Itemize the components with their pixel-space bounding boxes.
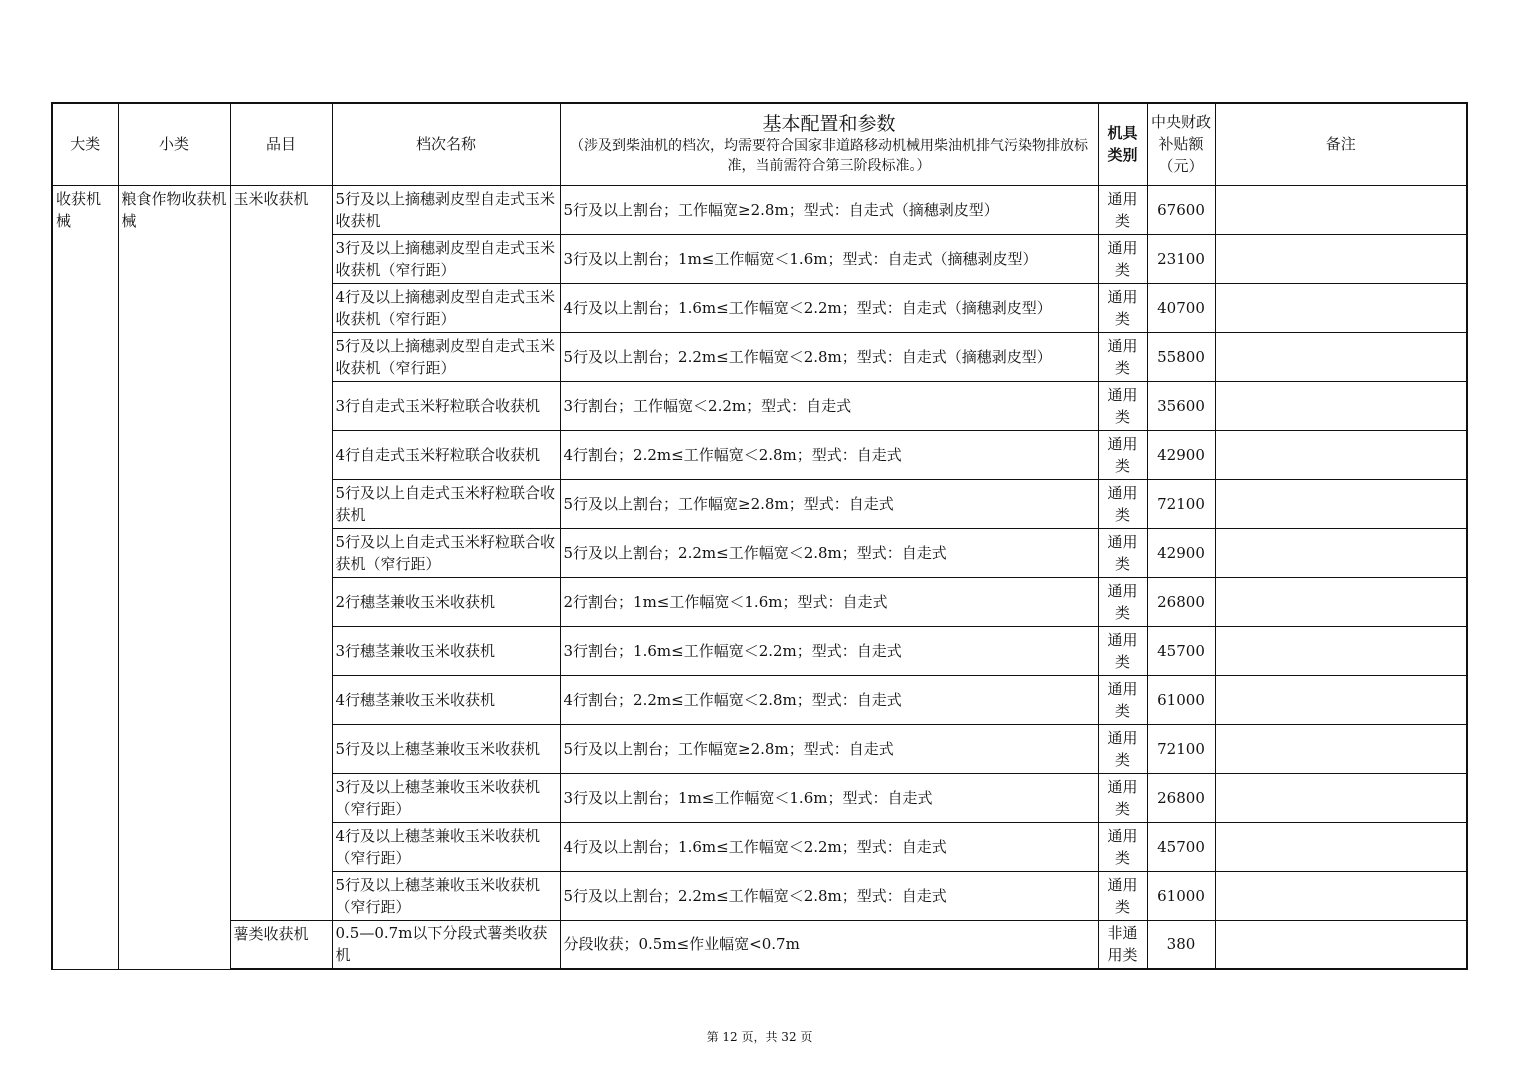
remarks-cell [1215, 528, 1467, 577]
remarks-cell [1215, 234, 1467, 283]
spec-cell: 4行及以上割台；1.6m≤工作幅宽＜2.2m；型式：自走式（摘穗剥皮型） [560, 283, 1098, 332]
grade-name-cell: 5行及以上自走式玉米籽粒联合收获机 [332, 479, 560, 528]
spec-cell: 3行及以上割台；1m≤工作幅宽＜1.6m；型式：自走式（摘穗剥皮型） [560, 234, 1098, 283]
header-minor-category: 小类 [118, 103, 230, 185]
page-footer: 第 12 页，共 32 页 [706, 1030, 813, 1044]
remarks-cell [1215, 577, 1467, 626]
spec-cell: 5行及以上割台；2.2m≤工作幅宽＜2.8m；型式：自走式（摘穗剥皮型） [560, 332, 1098, 381]
subsidy-amount-cell: 26800 [1147, 773, 1215, 822]
header-subsidy-amount: 中央财政补贴额（元） [1147, 103, 1215, 185]
remarks-cell [1215, 773, 1467, 822]
grade-name-cell: 5行及以上摘穗剥皮型自走式玉米收获机（窄行距） [332, 332, 560, 381]
subsidy-amount-cell: 61000 [1147, 675, 1215, 724]
subsidy-amount-cell: 40700 [1147, 283, 1215, 332]
spec-cell: 5行及以上割台；2.2m≤工作幅宽＜2.8m；型式：自走式 [560, 528, 1098, 577]
header-item: 品目 [230, 103, 332, 185]
spec-cell: 3行割台；工作幅宽＜2.2m；型式：自走式 [560, 381, 1098, 430]
remarks-cell [1215, 626, 1467, 675]
minor-category-cell: 粮食作物收获机械 [118, 185, 230, 969]
machine-type-cell: 通用类 [1098, 430, 1147, 479]
remarks-cell [1215, 332, 1467, 381]
machine-type-cell: 通用类 [1098, 528, 1147, 577]
remarks-cell [1215, 283, 1467, 332]
grade-name-cell: 0.5—0.7m以下分段式薯类收获机 [332, 920, 560, 969]
header-remarks: 备注 [1215, 103, 1467, 185]
header-row [52, 103, 1467, 185]
remarks-cell [1215, 675, 1467, 724]
header-machine-type: 机具类别 [1098, 103, 1147, 185]
spec-cell: 4行及以上割台；1.6m≤工作幅宽＜2.2m；型式：自走式 [560, 822, 1098, 871]
machine-type-cell: 通用类 [1098, 381, 1147, 430]
subsidy-amount-cell: 55800 [1147, 332, 1215, 381]
subsidy-amount-cell: 35600 [1147, 381, 1215, 430]
subsidy-amount-cell: 23100 [1147, 234, 1215, 283]
machine-type-cell: 通用类 [1098, 773, 1147, 822]
spec-cell: 5行及以上割台；工作幅宽≥2.8m；型式：自走式 [560, 479, 1098, 528]
spec-cell: 4行割台；2.2m≤工作幅宽＜2.8m；型式：自走式 [560, 430, 1098, 479]
machine-type-cell: 通用类 [1098, 185, 1147, 234]
subsidy-amount-cell: 61000 [1147, 871, 1215, 920]
item-cell-tuber: 薯类收获机 [230, 920, 332, 969]
spec-cell: 5行及以上割台；2.2m≤工作幅宽＜2.8m；型式：自走式 [560, 871, 1098, 920]
subsidy-amount-cell: 26800 [1147, 577, 1215, 626]
grade-name-cell: 4行及以上摘穗剥皮型自走式玉米收获机（窄行距） [332, 283, 560, 332]
spec-cell: 分段收获；0.5m≤作业幅宽<0.7m [560, 920, 1098, 969]
spec-cell: 2行割台；1m≤工作幅宽＜1.6m；型式：自走式 [560, 577, 1098, 626]
grade-name-cell: 3行及以上穗茎兼收玉米收获机（窄行距） [332, 773, 560, 822]
subsidy-amount-cell: 67600 [1147, 185, 1215, 234]
remarks-cell [1215, 185, 1467, 234]
spec-cell: 5行及以上割台；工作幅宽≥2.8m；型式：自走式 [560, 724, 1098, 773]
grade-name-cell: 5行及以上摘穗剥皮型自走式玉米收获机 [332, 185, 560, 234]
grade-name-cell: 5行及以上穗茎兼收玉米收获机（窄行距） [332, 871, 560, 920]
header-spec-note: （涉及到柴油机的档次，均需要符合国家非道路移动机械用柴油机排气污染物排放标准，当前需符合第三阶段标准。） [570, 138, 1088, 175]
header-grade-name: 档次名称 [332, 103, 560, 185]
grade-name-cell: 2行穗茎兼收玉米收获机 [332, 577, 560, 626]
spec-cell: 3行及以上割台；1m≤工作幅宽＜1.6m；型式：自走式 [560, 773, 1098, 822]
remarks-cell [1215, 920, 1467, 969]
table-row [52, 185, 1467, 234]
spec-cell: 3行割台；1.6m≤工作幅宽＜2.2m；型式：自走式 [560, 626, 1098, 675]
remarks-cell [1215, 822, 1467, 871]
grade-name-cell: 4行穗茎兼收玉米收获机 [332, 675, 560, 724]
machine-type-cell: 通用类 [1098, 626, 1147, 675]
subsidy-amount-cell: 42900 [1147, 430, 1215, 479]
grade-name-cell: 4行及以上穗茎兼收玉米收获机（窄行距） [332, 822, 560, 871]
remarks-cell [1215, 724, 1467, 773]
subsidy-amount-cell: 380 [1147, 920, 1215, 969]
item-cell-corn: 玉米收获机 [230, 185, 332, 920]
subsidy-amount-cell: 45700 [1147, 626, 1215, 675]
machine-type-cell: 通用类 [1098, 479, 1147, 528]
machine-type-cell: 非通用类 [1098, 920, 1147, 969]
machine-type-cell: 通用类 [1098, 332, 1147, 381]
machine-type-cell: 通用类 [1098, 675, 1147, 724]
grade-name-cell: 5行及以上自走式玉米籽粒联合收获机（窄行距） [332, 528, 560, 577]
header-spec-title: 基本配置和参数 [762, 113, 896, 136]
machine-type-cell: 通用类 [1098, 234, 1147, 283]
major-category-cell: 收获机械 [52, 185, 118, 969]
grade-name-cell: 3行自走式玉米籽粒联合收获机 [332, 381, 560, 430]
machine-type-cell: 通用类 [1098, 577, 1147, 626]
remarks-cell [1215, 479, 1467, 528]
subsidy-amount-cell: 42900 [1147, 528, 1215, 577]
subsidy-amount-cell: 45700 [1147, 822, 1215, 871]
subsidy-table [51, 102, 1468, 970]
grade-name-cell: 5行及以上穗茎兼收玉米收获机 [332, 724, 560, 773]
header-spec [560, 103, 1098, 185]
grade-name-cell: 4行自走式玉米籽粒联合收获机 [332, 430, 560, 479]
machine-type-cell: 通用类 [1098, 822, 1147, 871]
remarks-cell [1215, 430, 1467, 479]
remarks-cell [1215, 871, 1467, 920]
machine-type-cell: 通用类 [1098, 871, 1147, 920]
grade-name-cell: 3行穗茎兼收玉米收获机 [332, 626, 560, 675]
table-body [52, 185, 1467, 969]
subsidy-amount-cell: 72100 [1147, 479, 1215, 528]
machine-type-cell: 通用类 [1098, 724, 1147, 773]
remarks-cell [1215, 381, 1467, 430]
grade-name-cell: 3行及以上摘穗剥皮型自走式玉米收获机（窄行距） [332, 234, 560, 283]
spec-cell: 4行割台；2.2m≤工作幅宽＜2.8m；型式：自走式 [560, 675, 1098, 724]
machine-type-cell: 通用类 [1098, 283, 1147, 332]
header-major-category: 大类 [52, 103, 118, 185]
subsidy-amount-cell: 72100 [1147, 724, 1215, 773]
spec-cell: 5行及以上割台；工作幅宽≥2.8m；型式：自走式（摘穗剥皮型） [560, 185, 1098, 234]
table-row [52, 920, 1467, 969]
